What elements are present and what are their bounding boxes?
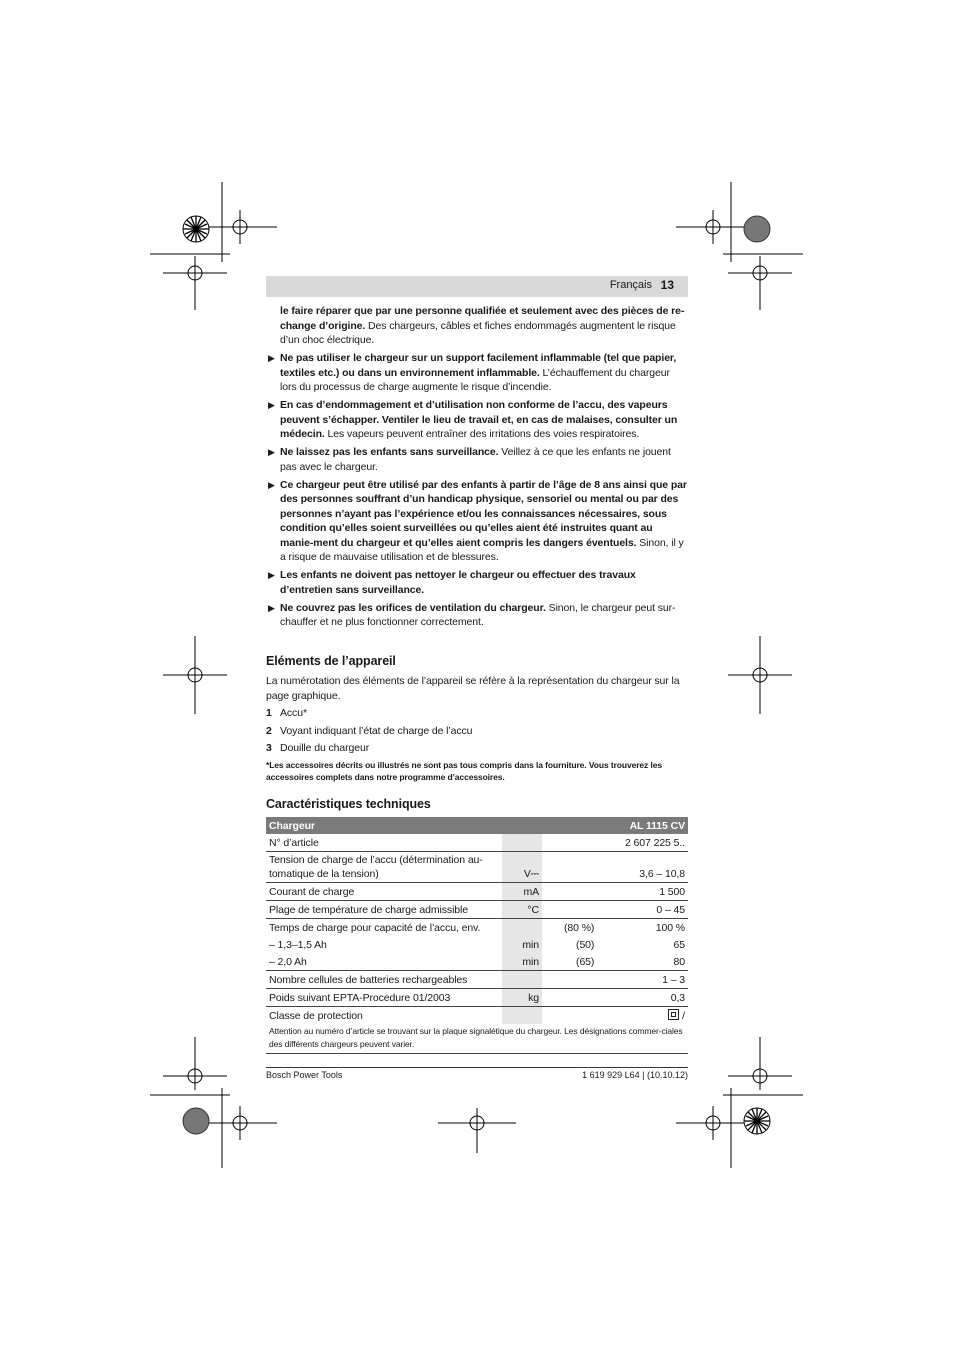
table-note: Attention au numéro d’article se trouvant sur la plaque signalétique du chargeur. Les désignations commer-ciales des différents chargeurs peuvent varier. (266, 1024, 688, 1054)
table-row: Temps de charge pour capacité de l’accu, env. (80 %) 100 % (266, 919, 688, 937)
table-header-label: Chargeur (266, 817, 542, 834)
section-title-elements: Eléments de l’appareil (266, 653, 396, 668)
safety-item (266, 398, 688, 442)
safety-item-text: L’échauffement du chargeur lors du processus de charge augmente le risque d’incendie. (280, 366, 670, 393)
triangle-right-icon: ▶ (268, 400, 275, 410)
triangle-right-icon: ▶ (268, 447, 275, 457)
double-square-icon (668, 1009, 679, 1020)
section-title-specs: Caractéristiques techniques (266, 796, 431, 811)
triangle-right-icon: ▶ (268, 353, 275, 363)
list-item-number: 3 (266, 742, 272, 754)
table-row: Classe de protection / (266, 1007, 688, 1025)
elements-intro: La numérotation des éléments de l’appareil se réfère à la représentation du chargeur sur la page graphique. (266, 675, 680, 702)
list-item (266, 741, 688, 756)
list-item-number: 2 (266, 724, 272, 737)
safety-item-bold: Ce chargeur peut être utilisé par des enfants à partir de l’âge de 8 ans ainsi que par des personnes souffrant d’un handicap physique, sensoriel ou mental ou par des personnes n’ayant pas l’expérience et/ou les connaissances nécessaires, sous condition qu’elles soient surveillées ou qu’elles aient été instruites quant au manie-ment du chargeur et qu’elles aient compris les dangers éventuels. (280, 478, 687, 549)
safety-item (266, 478, 688, 565)
table-header-model: AL 1115 CV (597, 817, 688, 834)
safety-continuation-text: Des chargeurs, câbles et fiches endommagés augmentent le risque d’un choc électrique. (280, 319, 676, 346)
safety-item-text: Sinon, le chargeur peut sur-chauffer et ne plus fonctionner correctement. (280, 601, 676, 628)
safety-item-bold: Ne couvrez pas les orifices de ventilation du chargeur. (280, 601, 546, 614)
safety-item-bold: Ne laissez pas les enfants sans surveillance. (280, 446, 499, 458)
triangle-right-icon: ▶ (268, 570, 275, 580)
safety-item (266, 568, 688, 597)
table-row: Nombre cellules de batteries rechargeables 1 – 3 (266, 971, 688, 989)
table-row: N° d’article 2 607 225 5.. (266, 834, 688, 852)
table-row: Tension de charge de l’accu (détermination au-tomatique de la tension) V⎓ 3,6 – 10,8 (266, 852, 688, 883)
safety-item (266, 351, 688, 395)
page-footer (266, 1067, 688, 1080)
accessories-footnote: *Les accessoires décrits ou illustrés ne sont pas tous compris dans la fourniture. Vous trouverez les accessoires complets dans notre programme d’accessoires. (266, 759, 662, 782)
safety-item-text: Veillez à ce que les enfants ne jouent pas avec le chargeur. (280, 446, 671, 473)
table-note-row (266, 1024, 688, 1054)
footer-doc-number: 1 619 929 L64 | (10.10.12) (582, 1070, 688, 1080)
page-content (266, 304, 688, 1054)
table-header-row (266, 817, 688, 834)
list-item-number: 1 (266, 707, 272, 719)
table-row: – 2,0 Ah min (65) 80 (266, 953, 688, 971)
page-header (266, 276, 688, 297)
table-row: Poids suivant EPTA-Procedure 01/2003 kg 0,3 (266, 989, 688, 1007)
list-item (266, 706, 688, 721)
safety-item (266, 601, 688, 630)
table-row: Courant de charge mA 1 500 (266, 883, 688, 901)
triangle-right-icon: ▶ (268, 602, 275, 613)
list-item-label: Voyant indiquant l’état de charge de l’accu (280, 724, 473, 737)
header-language: Français (609, 279, 652, 291)
safety-item-text: Les vapeurs peuvent entraîner des irritations des voies respiratoires. (324, 428, 640, 440)
safety-item-bold: Les enfants ne doivent pas nettoyer le chargeur ou effectuer des travaux d’entretien sans surveillance. (280, 569, 636, 596)
table-row: – 1,3–1,5 Ah min (50) 65 (266, 936, 688, 953)
safety-item-bold: En cas d’endommagement et d’utilisation non conforme de l’accu, des vapeurs peuvent s’échapper. Ventiler le lieu de travail et, en cas de malaises, consulter un médecin. (280, 399, 678, 440)
footer-brand: Bosch Power Tools (266, 1070, 343, 1080)
list-item-label: Douille du chargeur (280, 742, 370, 754)
specs-table (266, 817, 688, 1054)
safety-continuation-bold: le faire réparer que par une personne qualifiée et seulement avec des pièces de re-change d’origine. (280, 305, 685, 332)
triangle-right-icon: ▶ (268, 479, 275, 490)
safety-item-bold: Ne pas utiliser le chargeur sur un support facilement inflammable (tel que papier, textiles etc.) ou dans un environnement inflammable. (280, 352, 677, 379)
list-item-label: Accu* (280, 707, 307, 719)
safety-continuation (266, 304, 688, 348)
safety-item-text: Sinon, il y a risque de mauvaise utilisation et de blessures. (280, 536, 684, 563)
list-item (266, 724, 688, 739)
safety-item (266, 445, 688, 474)
page-number: 13 (660, 278, 674, 292)
table-row: Plage de température de charge admissible °C 0 – 45 (266, 901, 688, 919)
